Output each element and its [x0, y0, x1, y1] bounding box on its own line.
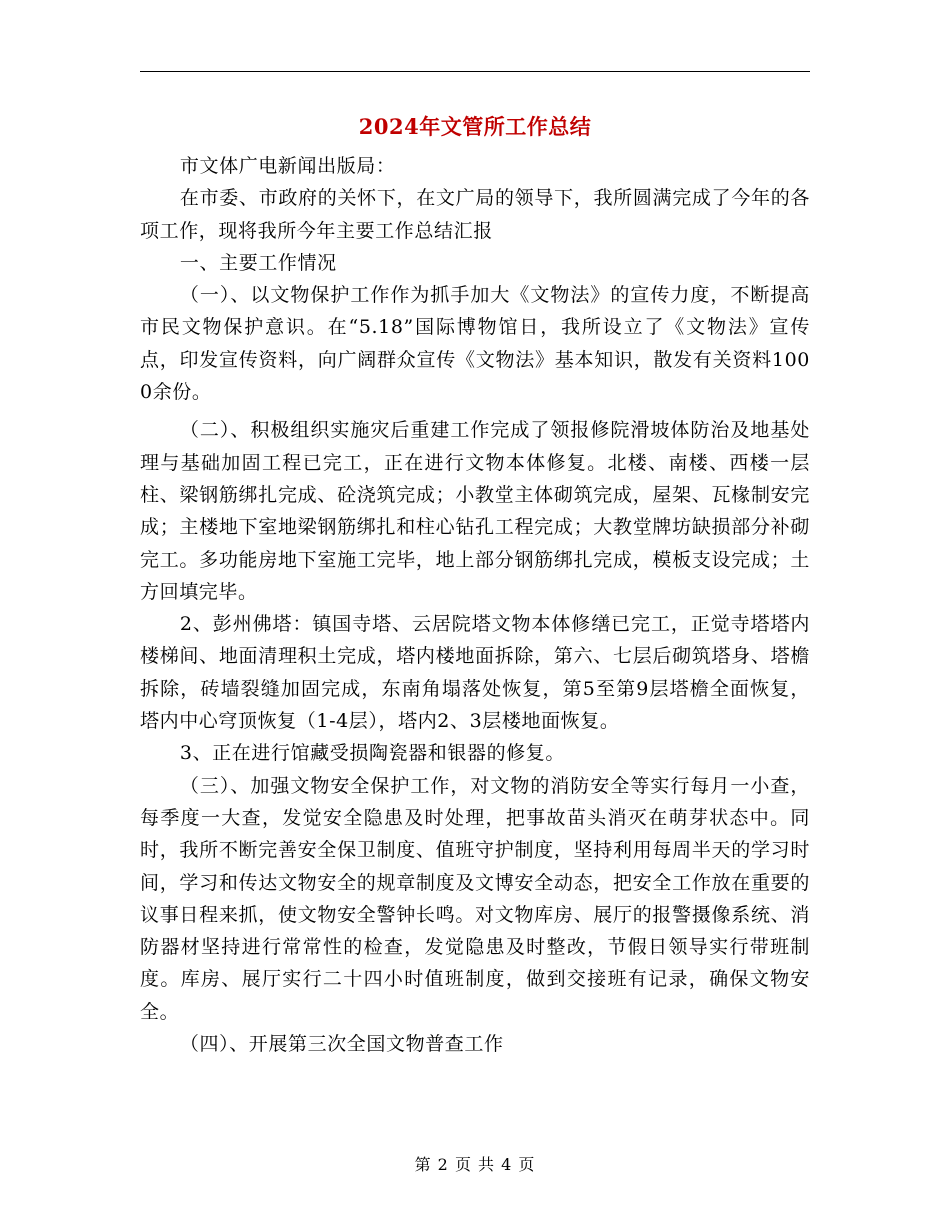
intro-paragraph: 在市委、市政府的关怀下，在文广局的领导下，我所圆满完成了今年的各项工作，现将我所今年主要工作总结汇报 [140, 187, 810, 242]
salutation-paragraph: 市文体广电新闻出版局： [179, 155, 396, 177]
page-number-footer: 第 2 页 共 4 页 [414, 1155, 536, 1174]
body-paragraph: （二）、积极组织实施灾后重建工作完成了领报修院滑坡体防治及地基处理与基础加固工程已完工，正在进行文物本体修复。北楼、南楼、西楼一层柱、梁钢筋绑扎完成、砼浇筑完成；小教堂主体砌筑完成，屋架、瓦椽制安完成；主楼地下室地梁钢筋绑扎和柱心钻孔工程完成；大教堂牌坊缺损部分补砌完工。多功能房地下室施工完毕，地上部分钢筋绑扎完成，模板支设完成；土方回填完毕。 [140, 419, 810, 603]
document-title: 2024年文管所工作总结 [358, 114, 592, 139]
body-paragraph: 2、彭州佛塔：镇国寺塔、云居院塔文物本体修缮已完工，正觉寺塔塔内楼梯间、地面清理积土完成，塔内楼地面拆除，第六、七层后砌筑塔身、塔檐拆除，砖墙裂缝加固完成，东南角塌落处恢复，第5至第9层塔檐全面恢复，塔内中心穹顶恢复（1-4层），塔内2、3层楼地面恢复。 [140, 613, 810, 733]
body-paragraph: （一）、以文物保护工作作为抓手加大《文物法》的宣传力度，不断提高市民文物保护意识。在“5.18”国际博物馆日，我所设立了《文物法》宣传点，印发宣传资料，向广阔群众宣传《文物法》基本知识，散发有关资料1000余份。 [140, 284, 810, 404]
section-heading: 一、主要工作情况 [179, 251, 337, 274]
document-body [140, 150, 810, 1060]
body-paragraph: （四）、开展第三次全国文物普查工作 [179, 1033, 504, 1056]
body-paragraph: （三）、加强文物安全保护工作，对文物的消防安全等实行每月一小查，每季度一大查，发觉安全隐患及时处理，把事故苗头消灭在萌芽状态中。同时，我所不断完善安全保卫制度、值班守护制度，坚持利用每周半天的学习时间，学习和传达文物安全的规章制度及文博安全动态，把安全工作放在重要的议事日程来抓，使文物安全警钟长鸣。对文物库房、展厅的报警摄像系统、消防器材坚持进行常常性的检查，发觉隐患及时整改，节假日领导实行带班制度。库房、展厅实行二十四小时值班制度，做到交接班有记录，确保文物安全。 [140, 774, 810, 1023]
header-rule [140, 71, 810, 72]
body-paragraph: 3、正在进行馆藏受损陶瓷器和银器的修复。 [179, 742, 565, 765]
